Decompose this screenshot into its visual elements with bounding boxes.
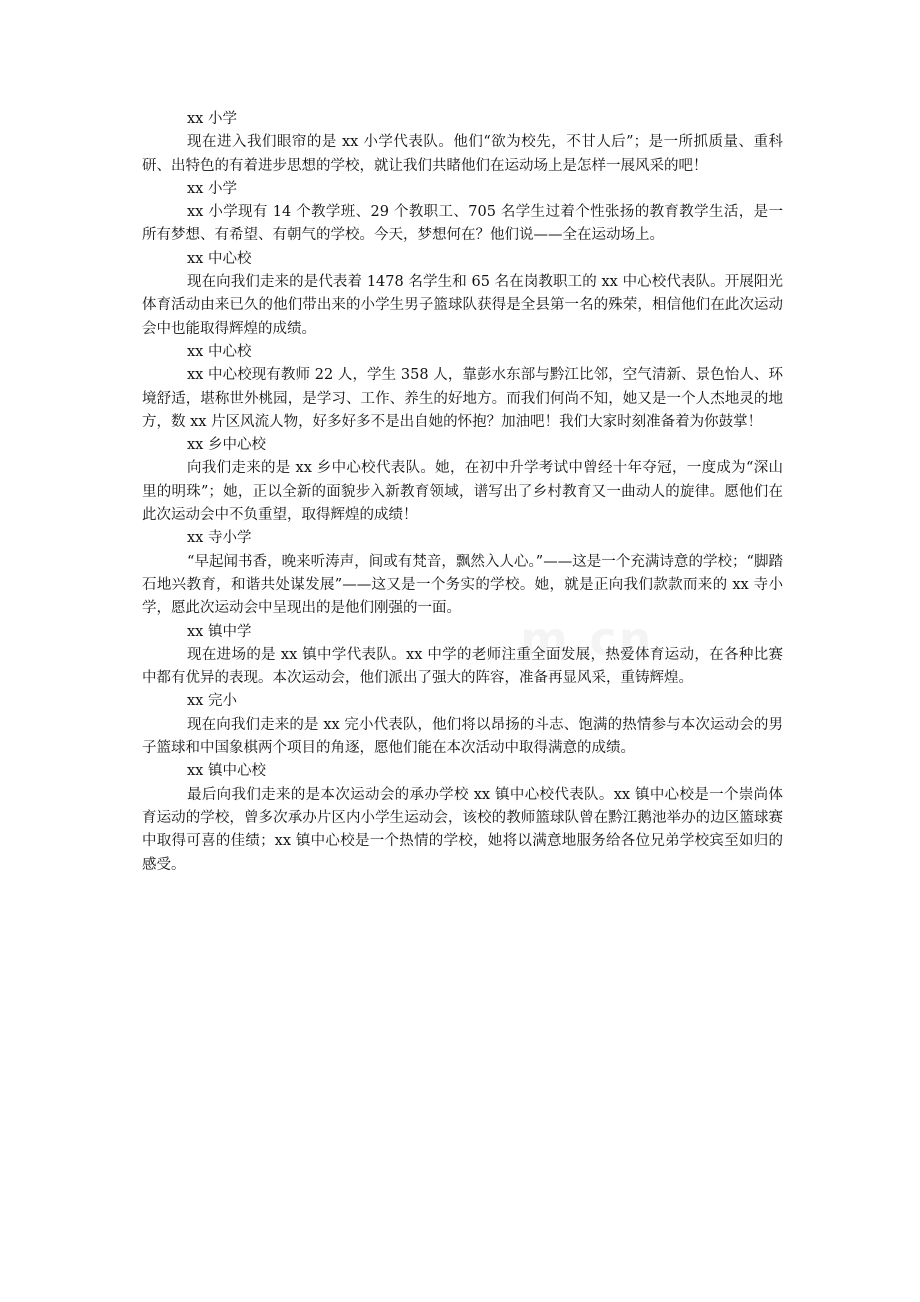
section-heading: xx 中心校 bbox=[187, 343, 252, 360]
section-paragraph: 现在向我们走来的是代表着 1478 名学生和 65 名在岗教职工的 xx 中心校代表队。开展阳光体育活动由来已久的他们带出来的小学生男子篮球队获得是全县第一名的殊荣，相信他们在此次运动会中也能取得辉煌的成绩。 bbox=[142, 274, 783, 337]
section-3 bbox=[142, 248, 783, 341]
section-paragraph: xx 中心校现有教师 22 人，学生 358 人，靠彭水东部与黔江比邻，空气清新、景色怡人、环境舒适，堪称世外桃园，是学习、工作、养生的好地方。而我们何尚不知，她又是一个人杰地灵的地方，数 xx 片区风流人物，好多好多不是出自她的怀抱？加油吧！我们大家时刻准备着为你鼓掌！ bbox=[142, 367, 783, 430]
section-heading: xx 小学 bbox=[187, 111, 237, 127]
section-8 bbox=[142, 690, 783, 760]
section-paragraph: xx 小学现有 14 个教学班、29 个教职工、705 名学生过着个性张扬的教育教学生活，是一所有梦想、有希望、有朝气的学校。今天，梦想何在？他们说——全在运动场上。 bbox=[142, 204, 783, 244]
section-4 bbox=[142, 341, 783, 434]
section-heading: xx 完小 bbox=[187, 693, 237, 710]
section-paragraph: 现在进入我们眼帘的是 xx 小学代表队。他们“欲为校先，不甘人后”；是一所抓质量、重科研、出特色的有着进步思想的学校，就让我们共睹他们在运动场上是怎样一展风采的吧！ bbox=[142, 134, 783, 174]
section-5 bbox=[142, 434, 783, 527]
section-heading: xx 镇中学 bbox=[187, 623, 252, 640]
section-9 bbox=[142, 760, 783, 876]
section-6 bbox=[142, 527, 783, 620]
section-heading: xx 镇中心校 bbox=[187, 763, 266, 780]
section-heading: xx 寺小学 bbox=[187, 530, 252, 547]
section-heading: xx 中心校 bbox=[187, 250, 252, 267]
section-paragraph: 现在进场的是 xx 镇中学代表队。xx 中学的老师注重全面发展，热爱体育运动，在各种比赛中都有优异的表现。本次运动会，他们派出了强大的阵容，准备再显风采，重铸辉煌。 bbox=[142, 646, 783, 687]
section-paragraph: “早起闻书香，晚来听涛声，间或有梵音，飘然入人心。”——这是一个充满诗意的学校；“脚踏石地兴教育，和谐共处谋发展”——这又是一个务实的学校。她，就是正向我们款款而来的 xx 寺小学，愿此次运动会中呈现出的是他们刚强的一面。 bbox=[142, 553, 783, 617]
section-2 bbox=[142, 178, 783, 248]
section-heading: xx 乡中心校 bbox=[187, 437, 266, 454]
section-1 bbox=[142, 108, 783, 178]
section-heading: xx 小学 bbox=[187, 180, 237, 197]
section-paragraph: 最后向我们走来的是本次运动会的承办学校 xx 镇中心校代表队。xx 镇中心校是一个崇尚体育运动的学校，曾多次承办片区内小学生运动会，该校的教师篮球队曾在黔江鹅池举办的边区篮球赛中取得可喜的佳绩；xx 镇中心校是一个热情的学校，她将以满意地服务给各位兄弟学校宾至如归的感受。 bbox=[142, 786, 783, 873]
section-7 bbox=[142, 621, 783, 691]
section-paragraph: 向我们走来的是 xx 乡中心校代表队。她，在初中升学考试中曾经十年夺冠，一度成为“深山里的明珠”；她，正以全新的面貌步入新教育领域，谱写出了乡村教育又一曲动人的旋律。愿他们在此次运动会中不负重望，取得辉煌的成绩！ bbox=[142, 460, 783, 524]
section-paragraph: 现在向我们走来的是 xx 完小代表队，他们将以昂扬的斗志、饱满的热情参与本次运动会的男子篮球和中国象棋两个项目的角逐，愿他们能在本次活动中取得满意的成绩。 bbox=[142, 716, 783, 757]
document-body bbox=[142, 108, 783, 877]
